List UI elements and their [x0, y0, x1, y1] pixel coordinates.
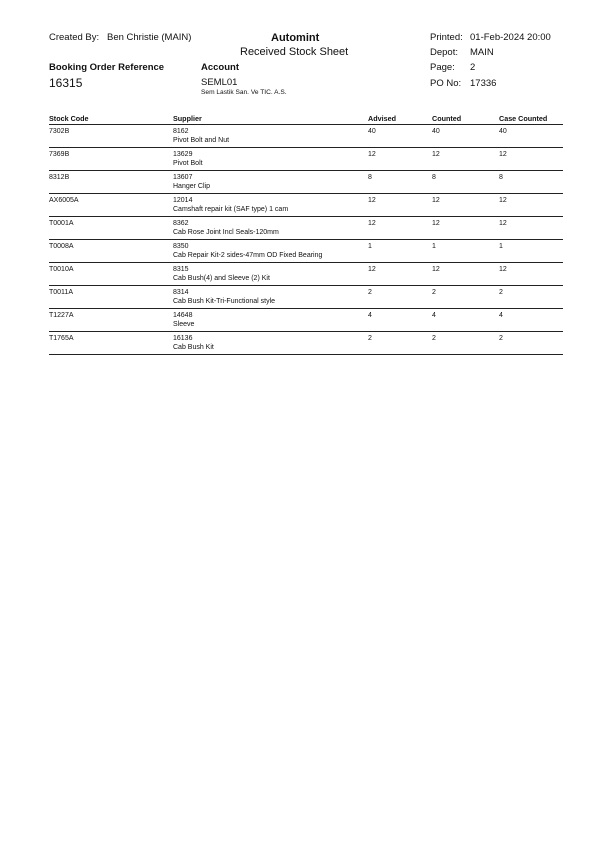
supplier-code: 8362 — [173, 220, 189, 227]
table-row — [49, 263, 563, 286]
advised-qty: 12 — [368, 197, 376, 204]
supplier-code: 8315 — [173, 266, 189, 273]
item-description: Pivot Bolt and Nut — [173, 137, 230, 144]
table-row — [49, 240, 563, 263]
case-counted-qty: 12 — [499, 220, 507, 227]
item-description: Hanger Clip — [173, 183, 210, 190]
stock-code: T0001A — [49, 220, 74, 227]
col-counted: Counted — [432, 114, 462, 123]
advised-qty: 1 — [368, 243, 372, 250]
case-counted-qty: 12 — [499, 151, 507, 158]
col-supplier: Supplier — [173, 114, 202, 123]
supplier-code: 8162 — [173, 128, 189, 135]
case-counted-qty: 2 — [499, 335, 503, 342]
table-header — [49, 114, 563, 125]
counted-qty: 12 — [432, 266, 440, 273]
account-code: SEML01 — [201, 77, 238, 88]
supplier-code: 8350 — [173, 243, 189, 250]
advised-qty: 4 — [368, 312, 372, 319]
case-counted-qty: 12 — [499, 197, 507, 204]
depot-label: Depot: — [430, 47, 458, 58]
page-label: Page: — [430, 62, 455, 73]
case-counted-qty: 8 — [499, 174, 503, 181]
counted-qty: 12 — [432, 220, 440, 227]
table-row — [49, 194, 563, 217]
item-description: Cab Rose Joint Incl Seals-120mm — [173, 229, 279, 236]
booking-order-label: Booking Order Reference — [49, 62, 165, 73]
counted-qty: 2 — [432, 335, 436, 342]
counted-qty: 4 — [432, 312, 436, 319]
counted-qty: 2 — [432, 289, 436, 296]
sheet-title: Received Stock Sheet — [240, 46, 349, 58]
col-case-counted: Case Counted — [499, 114, 548, 123]
account-label: Account — [201, 62, 239, 73]
case-counted-qty: 2 — [499, 289, 503, 296]
advised-qty: 12 — [368, 220, 376, 227]
case-counted-qty: 4 — [499, 312, 503, 319]
item-description: Pivot Bolt — [173, 160, 203, 167]
case-counted-qty: 40 — [499, 128, 507, 135]
advised-qty: 12 — [368, 266, 376, 273]
table-row — [49, 332, 563, 355]
printed-value: 01-Feb-2024 20:00 — [470, 32, 551, 43]
table-row — [49, 217, 563, 240]
advised-qty: 12 — [368, 151, 376, 158]
table-row — [49, 309, 563, 332]
stock-code: T0008A — [49, 243, 74, 250]
counted-qty: 12 — [432, 151, 440, 158]
supplier-code: 13607 — [173, 174, 193, 181]
item-description: Cab Bush(4) and Sleeve (2) Kit — [173, 275, 270, 282]
table-row — [49, 171, 563, 194]
printed-label: Printed: — [430, 32, 463, 43]
depot-value: MAIN — [470, 47, 494, 58]
case-counted-qty: 12 — [499, 266, 507, 273]
item-description: Sleeve — [173, 321, 195, 328]
po-label: PO No: — [430, 78, 462, 89]
stock-code: T1765A — [49, 335, 74, 342]
po-value: 17336 — [470, 78, 497, 89]
col-advised: Advised — [368, 114, 396, 123]
item-description: Cab Bush Kit — [173, 344, 214, 351]
company-name: Automint — [271, 32, 320, 44]
booking-order-value: 16315 — [49, 76, 83, 90]
item-description: Camshaft repair kit (SAF type) 1 cam — [173, 206, 289, 213]
counted-qty: 8 — [432, 174, 436, 181]
counted-qty: 40 — [432, 128, 440, 135]
stock-code: AX6005A — [49, 197, 79, 204]
page-value: 2 — [470, 62, 476, 73]
case-counted-qty: 1 — [499, 243, 503, 250]
created-by-value: Ben Christie (MAIN) — [107, 32, 192, 43]
supplier-code: 16136 — [173, 335, 193, 342]
supplier-code: 12014 — [173, 197, 193, 204]
supplier-code: 14648 — [173, 312, 193, 319]
stock-code: 8312B — [49, 174, 70, 181]
stock-code: T0010A — [49, 266, 74, 273]
advised-qty: 2 — [368, 335, 372, 342]
advised-qty: 2 — [368, 289, 372, 296]
account-name: Sem Lastik San. Ve TIC. A.S. — [201, 89, 287, 96]
table-row — [49, 286, 563, 309]
counted-qty: 12 — [432, 197, 440, 204]
created-by-label: Created By: — [49, 32, 100, 43]
supplier-code: 8314 — [173, 289, 189, 296]
supplier-code: 13629 — [173, 151, 193, 158]
advised-qty: 8 — [368, 174, 372, 181]
stock-code: 7302B — [49, 128, 70, 135]
counted-qty: 1 — [432, 243, 436, 250]
stock-code: T1227A — [49, 312, 74, 319]
table-row — [49, 125, 563, 148]
advised-qty: 40 — [368, 128, 376, 135]
table-row — [49, 148, 563, 171]
stock-code: T0011A — [49, 289, 73, 296]
item-description: Cab Bush Kit-Tri-Functional style — [173, 298, 276, 305]
item-description: Cab Repair Kit-2 sides-47mm OD Fixed Bearing — [173, 252, 323, 259]
col-stock-code: Stock Code — [49, 114, 89, 123]
stock-table — [49, 114, 563, 355]
stock-code: 7369B — [49, 151, 70, 158]
